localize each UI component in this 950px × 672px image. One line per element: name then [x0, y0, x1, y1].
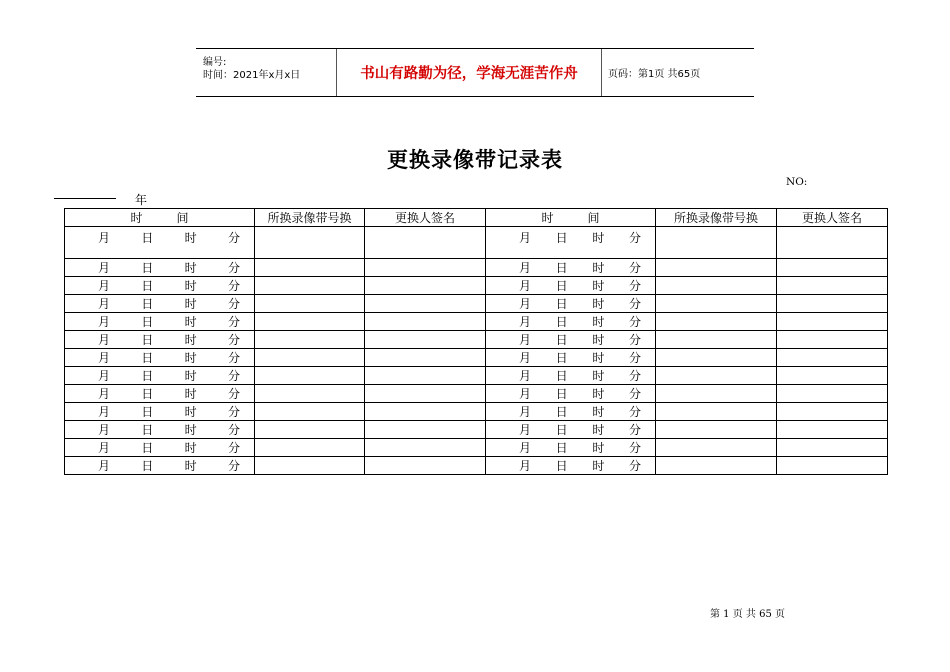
header-time-left: 时 间 [65, 209, 255, 227]
date-part: 分 [227, 279, 240, 293]
date-part: 日 [141, 423, 154, 437]
header-tape-right: 所换录像带号换 [656, 209, 777, 227]
date-part: 日 [555, 387, 568, 401]
date-part: 分 [628, 261, 641, 275]
date-part: 时 [592, 423, 605, 437]
date-part: 时 [592, 315, 605, 329]
signer-cell[interactable] [777, 277, 888, 295]
date-part: 月 [98, 423, 111, 437]
signer-cell[interactable] [777, 457, 888, 475]
date-part: 月 [519, 279, 532, 293]
table-row [65, 331, 888, 349]
year-blank-line [54, 198, 116, 199]
date-cell-right [486, 277, 656, 295]
tape-number-cell[interactable] [255, 385, 365, 403]
table-row [65, 403, 888, 421]
page-info: 页码：第1页 共65页 [608, 69, 701, 80]
date-part: 时 [184, 279, 197, 293]
tape-number-cell[interactable] [255, 367, 365, 385]
date-part: 分 [628, 369, 641, 383]
date-part: 分 [628, 459, 641, 473]
signer-cell[interactable] [777, 403, 888, 421]
date-part: 日 [141, 261, 154, 275]
date-part: 分 [227, 423, 240, 437]
signer-cell[interactable] [777, 439, 888, 457]
date-cell-left [65, 295, 255, 313]
date-part: 分 [628, 387, 641, 401]
page-title: 更换录像带记录表 [387, 147, 563, 172]
signer-cell[interactable] [365, 439, 486, 457]
signer-cell[interactable] [777, 367, 888, 385]
date-part: 月 [98, 441, 111, 455]
date-part: 时 [184, 369, 197, 383]
date-part: 日 [141, 231, 154, 245]
date-part: 分 [227, 315, 240, 329]
date-cell-left [65, 331, 255, 349]
date-part: 分 [227, 351, 240, 365]
date-part: 日 [555, 261, 568, 275]
date-cell-left [65, 277, 255, 295]
tape-number-cell[interactable] [255, 227, 365, 259]
date-part: 月 [519, 423, 532, 437]
date-part: 时 [184, 261, 197, 275]
date-cell-right [486, 349, 656, 367]
date-part: 时 [592, 351, 605, 365]
signer-cell[interactable] [777, 295, 888, 313]
date-part: 分 [227, 387, 240, 401]
signer-cell[interactable] [777, 331, 888, 349]
date-part: 时 [592, 261, 605, 275]
tape-number-cell[interactable] [656, 403, 777, 421]
date-part: 日 [555, 351, 568, 365]
date-part: 日 [555, 231, 568, 245]
date-part: 分 [628, 441, 641, 455]
date-part: 月 [98, 387, 111, 401]
signer-cell[interactable] [365, 385, 486, 403]
tape-number-cell[interactable] [255, 259, 365, 277]
date-part: 日 [141, 315, 154, 329]
date-part: 分 [628, 423, 641, 437]
table-row [65, 295, 888, 313]
signer-cell[interactable] [777, 349, 888, 367]
date-part: 月 [98, 279, 111, 293]
tape-number-cell[interactable] [656, 331, 777, 349]
date-part: 日 [141, 279, 154, 293]
date-cell-right [486, 403, 656, 421]
date-part: 日 [141, 441, 154, 455]
page-footer: 第 1 页 共 65 页 [710, 609, 785, 620]
date-part: 月 [519, 369, 532, 383]
date-part: 月 [98, 261, 111, 275]
tape-number-cell[interactable] [656, 277, 777, 295]
date-part: 分 [227, 441, 240, 455]
date-part: 日 [141, 405, 154, 419]
tape-number-cell[interactable] [656, 259, 777, 277]
tape-number-cell[interactable] [255, 349, 365, 367]
date-cell-right [486, 385, 656, 403]
date-part: 月 [98, 315, 111, 329]
table-row [65, 439, 888, 457]
date-cell-right [486, 439, 656, 457]
tape-number-cell[interactable] [656, 421, 777, 439]
table-row [65, 349, 888, 367]
number-label: NO: [786, 176, 808, 188]
date-part: 分 [227, 231, 240, 245]
date-part: 月 [519, 333, 532, 347]
date-part: 分 [628, 405, 641, 419]
date-part: 月 [519, 231, 532, 245]
tape-number-cell[interactable] [255, 457, 365, 475]
tape-number-cell[interactable] [255, 295, 365, 313]
time-label: 时间：2021年x月x日 [203, 70, 301, 81]
date-part: 分 [227, 297, 240, 311]
signer-cell[interactable] [777, 259, 888, 277]
date-cell-right [486, 421, 656, 439]
header-tape-left: 所换录像带号换 [255, 209, 365, 227]
tape-number-cell[interactable] [255, 277, 365, 295]
tape-number-cell[interactable] [656, 295, 777, 313]
date-part: 时 [592, 279, 605, 293]
tape-number-cell[interactable] [656, 313, 777, 331]
date-part: 时 [592, 297, 605, 311]
tape-number-cell[interactable] [255, 403, 365, 421]
date-cell-left [65, 457, 255, 475]
signer-cell[interactable] [365, 421, 486, 439]
date-part: 月 [519, 405, 532, 419]
date-part: 时 [592, 387, 605, 401]
date-part: 分 [628, 315, 641, 329]
tape-number-cell[interactable] [656, 367, 777, 385]
header-meta [196, 49, 337, 96]
date-part: 日 [141, 387, 154, 401]
date-part: 日 [555, 441, 568, 455]
tape-number-cell[interactable] [656, 385, 777, 403]
date-cell-left [65, 349, 255, 367]
date-cell-left [65, 385, 255, 403]
signer-cell[interactable] [777, 385, 888, 403]
date-cell-right [486, 295, 656, 313]
date-part: 月 [98, 369, 111, 383]
record-table [64, 208, 888, 475]
date-part: 月 [98, 333, 111, 347]
tape-number-cell[interactable] [255, 313, 365, 331]
signer-cell[interactable] [365, 259, 486, 277]
date-part: 月 [98, 297, 111, 311]
signer-cell[interactable] [365, 403, 486, 421]
date-part: 日 [555, 423, 568, 437]
signer-cell[interactable] [365, 227, 486, 259]
date-part: 日 [555, 333, 568, 347]
table-header-row [65, 209, 888, 227]
signer-cell[interactable] [777, 227, 888, 259]
motto-text: 书山有路勤为径，学海无涯苦作舟 [337, 49, 602, 96]
date-part: 日 [555, 459, 568, 473]
signer-cell[interactable] [365, 331, 486, 349]
date-part: 时 [184, 459, 197, 473]
date-part: 时 [184, 315, 197, 329]
date-part: 时 [184, 351, 197, 365]
signer-cell[interactable] [365, 295, 486, 313]
date-part: 月 [98, 231, 111, 245]
date-cell-left [65, 367, 255, 385]
date-part: 分 [227, 405, 240, 419]
date-part: 时 [592, 369, 605, 383]
date-part: 时 [184, 231, 197, 245]
date-part: 时 [592, 405, 605, 419]
date-part: 月 [98, 459, 111, 473]
tape-number-cell[interactable] [656, 439, 777, 457]
date-part: 日 [141, 459, 154, 473]
date-part: 分 [628, 279, 641, 293]
date-part: 月 [519, 387, 532, 401]
date-cell-right [486, 227, 656, 259]
signer-cell[interactable] [365, 313, 486, 331]
date-part: 月 [519, 261, 532, 275]
date-part: 时 [592, 459, 605, 473]
table-row [65, 313, 888, 331]
date-part: 时 [184, 333, 197, 347]
date-part: 分 [628, 351, 641, 365]
document-header [196, 48, 754, 97]
header-time-right: 时 间 [486, 209, 656, 227]
date-part: 日 [141, 351, 154, 365]
date-cell-left [65, 439, 255, 457]
date-part: 月 [519, 441, 532, 455]
tape-number-cell[interactable] [656, 349, 777, 367]
date-part: 月 [519, 315, 532, 329]
signer-cell[interactable] [365, 277, 486, 295]
date-part: 分 [628, 333, 641, 347]
date-part: 时 [184, 297, 197, 311]
date-part: 时 [184, 441, 197, 455]
date-part: 分 [227, 261, 240, 275]
header-signer-left: 更换人签名 [365, 209, 486, 227]
date-cell-left [65, 421, 255, 439]
date-cell-left [65, 227, 255, 259]
date-part: 月 [519, 459, 532, 473]
date-part: 月 [519, 297, 532, 311]
date-part: 日 [555, 297, 568, 311]
header-signer-right: 更换人签名 [777, 209, 888, 227]
tape-number-cell[interactable] [255, 421, 365, 439]
table-row [65, 367, 888, 385]
date-cell-right [486, 367, 656, 385]
date-part: 日 [555, 315, 568, 329]
tape-number-cell[interactable] [656, 457, 777, 475]
date-cell-right [486, 457, 656, 475]
table-row [65, 259, 888, 277]
date-part: 时 [592, 441, 605, 455]
date-cell-right [486, 259, 656, 277]
date-part: 日 [555, 369, 568, 383]
date-cell-left [65, 313, 255, 331]
date-part: 分 [227, 459, 240, 473]
date-part: 日 [555, 279, 568, 293]
serial-label: 编号: [203, 57, 227, 68]
tape-number-cell[interactable] [255, 331, 365, 349]
signer-cell[interactable] [365, 367, 486, 385]
date-part: 分 [628, 231, 641, 245]
table-row [65, 277, 888, 295]
date-part: 月 [98, 405, 111, 419]
date-part: 月 [519, 351, 532, 365]
signer-cell[interactable] [365, 349, 486, 367]
date-part: 日 [141, 297, 154, 311]
date-cell-left [65, 259, 255, 277]
signer-cell[interactable] [365, 457, 486, 475]
signer-cell[interactable] [777, 421, 888, 439]
date-cell-right [486, 331, 656, 349]
date-part: 分 [227, 333, 240, 347]
tape-number-cell[interactable] [255, 439, 365, 457]
date-part: 日 [141, 369, 154, 383]
date-part: 分 [227, 369, 240, 383]
date-part: 分 [628, 297, 641, 311]
signer-cell[interactable] [777, 313, 888, 331]
table-row [65, 385, 888, 403]
date-part: 时 [592, 333, 605, 347]
table-row [65, 227, 888, 259]
tape-number-cell[interactable] [656, 227, 777, 259]
date-part: 月 [98, 351, 111, 365]
date-part: 时 [184, 405, 197, 419]
table-row [65, 457, 888, 475]
date-part: 日 [141, 333, 154, 347]
date-cell-right [486, 313, 656, 331]
date-part: 时 [184, 387, 197, 401]
year-label: 年 [135, 193, 148, 207]
date-part: 时 [592, 231, 605, 245]
date-part: 时 [184, 423, 197, 437]
date-cell-left [65, 403, 255, 421]
date-part: 日 [555, 405, 568, 419]
table-row [65, 421, 888, 439]
